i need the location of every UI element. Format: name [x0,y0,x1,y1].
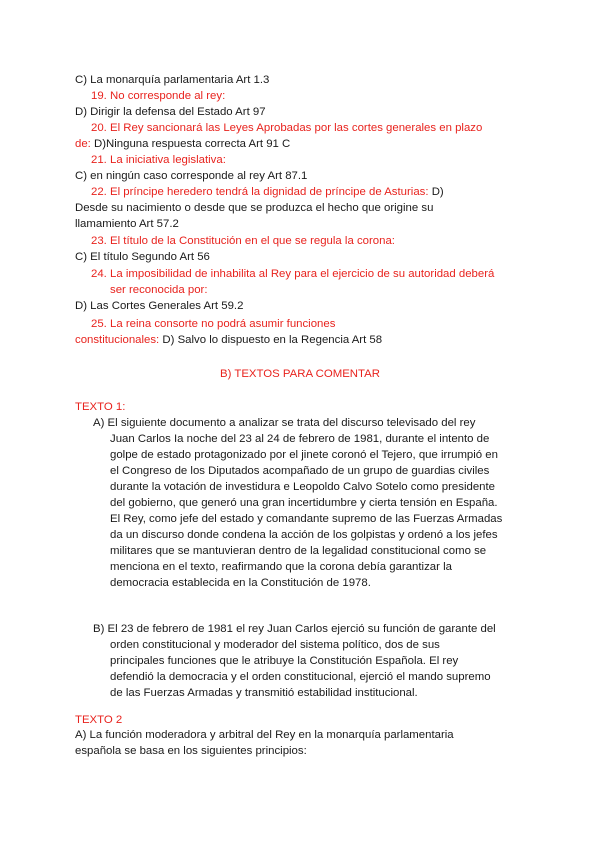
paragraph-line: de las Fuerzas Armadas y transmitió estabilidad institucional. [110,687,418,699]
question-25: 25. La reina consorte no podrá asumir funciones [91,318,336,330]
paragraph-line: menciona en el texto, reafirmando que la corona debía garantizar la [110,561,452,573]
question-20-continuation: de: [75,138,91,150]
question-24: 24. La imposibilidad de inhabilita al Rey para el ejercicio de su autoridad deberá [91,268,495,280]
answer-20: D)Ninguna respuesta correcta Art 91 C [94,138,291,150]
question-24-continuation: ser reconocida por: [110,284,208,296]
question-22-line [91,184,444,200]
answer-25: D) Salvo lo dispuesto en la Regencia Art 58 [162,334,383,346]
answer-23: C) El título Segundo Art 56 [75,251,210,263]
answer-21: C) en ningún caso corresponde al rey Art 87.1 [75,170,308,182]
texto-2-line: española se basa en los siguientes principios: [75,745,307,757]
paragraph-line: A) El siguiente documento a analizar se trata del discurso televisado del rey [93,417,476,429]
paragraph-line: durante la votación de investidura e Leopoldo Calvo Sotelo como presidente [110,481,496,493]
question-25-continuation: constitucionales: [75,334,160,346]
paragraph-line: del gobierno, que generó una gran incertidumbre y cierta tensión en España. [110,497,498,509]
paragraph-line: principales funciones que le atribuye la Constitución Española. El rey [110,655,459,667]
paragraph-line: golpe de estado protagonizado por el jinete coronó el Tejero, que irrumpió en [110,449,498,461]
section-heading: B) TEXTOS PARA COMENTAR [220,368,380,380]
paragraph-line: Juan Carlos Ia noche del 23 al 24 de febrero de 1981, durante el intento de [110,433,490,445]
texto-2-heading: TEXTO 2 [75,714,123,726]
paragraph-line: el Congreso de los Diputados acompañado de un grupo de guardias civiles [110,465,490,477]
question-21: 21. La iniciativa legislativa: [91,154,226,166]
answer-20-line [75,136,290,152]
paragraph-line: orden constitucional y moderador del sistema político, dos de sus [110,639,440,651]
answer-22-start: D) [431,186,444,198]
texto-1-heading: TEXTO 1: [75,401,126,413]
question-20: 20. El Rey sancionará las Leyes Aprobadas por las cortes generales en plazo [91,122,483,134]
paragraph-line: militares que se mantuvieran dentro de la legalidad constitucional como se [110,545,487,557]
paragraph-line: democracia establecida en la Constitución de 1978. [110,577,371,589]
question-22: 22. El príncipe heredero tendrá la dignidad de príncipe de Asturias: [91,186,429,198]
question-23: 23. El título de la Constitución en el que se regula la corona: [91,235,395,247]
answer-24: D) Las Cortes Generales Art 59.2 [75,300,244,312]
texto-2-line: A) La función moderadora y arbitral del Rey en la monarquía parlamentaria [75,729,454,741]
paragraph-line: defendió la democracia y el orden constitucional, ejerció el mando supremo [110,671,491,683]
answer-25-line [75,332,382,348]
answer-18: C) La monarquía parlamentaria Art 1.3 [75,74,270,86]
answer-19: D) Dirigir la defensa del Estado Art 97 [75,106,266,118]
paragraph-line: da un discurso donde condena la acción de los golpistas y ordenó a los jefes [110,529,498,541]
answer-22-end: llamamiento Art 57.2 [75,218,179,230]
answer-22: Desde su nacimiento o desde que se produzca el hecho que origine su [75,202,434,214]
paragraph-line: El Rey, como jefe del estado y comandante supremo de las Fuerzas Armadas [110,513,503,525]
question-19: 19. No corresponde al rey: [91,90,226,102]
paragraph-line: B) El 23 de febrero de 1981 el rey Juan Carlos ejerció su función de garante del [93,623,496,635]
